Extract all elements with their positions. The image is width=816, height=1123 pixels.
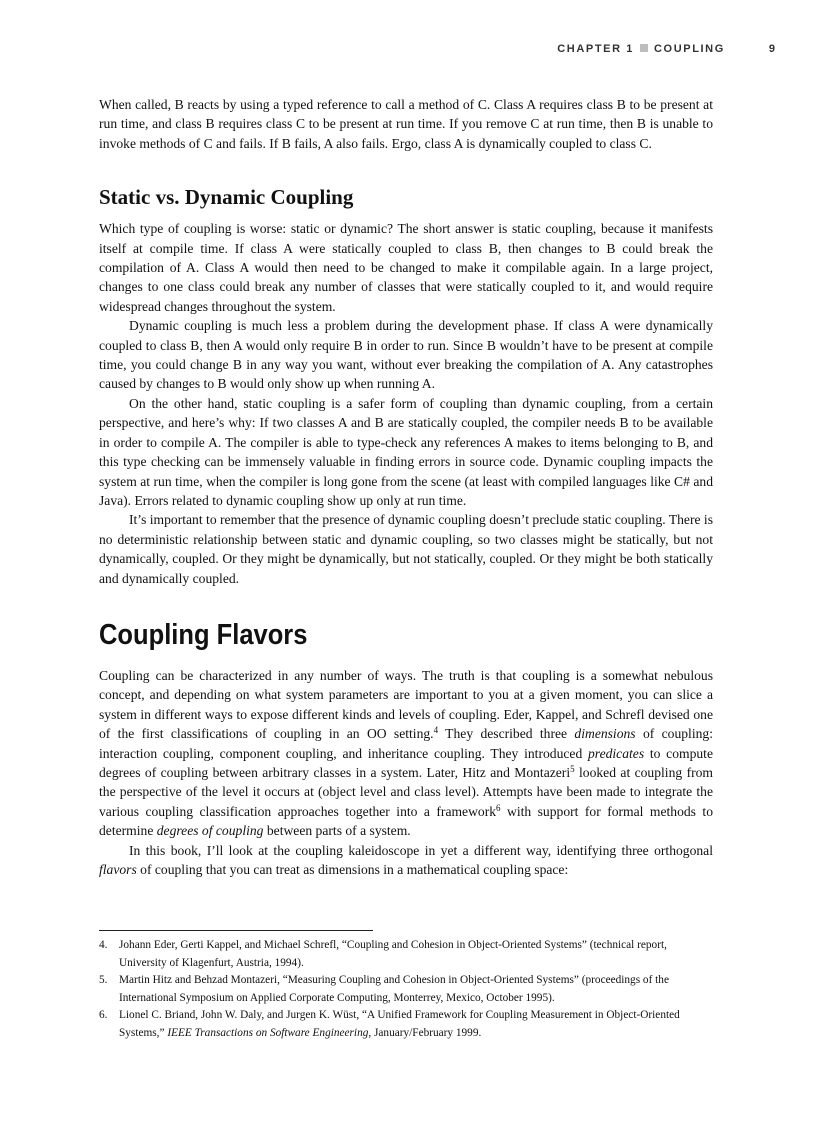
footnote-divider xyxy=(99,930,373,931)
page-number: 9 xyxy=(768,43,775,55)
footnote-ref[interactable]: 4 xyxy=(433,725,439,736)
footnote: 4. Johann Eder, Gerti Kappel, and Michael Schrefl, “Coupling and Cohesion in Object-Oriented Systems” (technical report, University of Klagenfurt, Austria, 1994). xyxy=(99,939,667,969)
footnote: 6. Lionel C. Briand, John W. Daly, and Jurgen K. Wüst, “A Unified Framework for Coupling Measurement in Object-Oriented Systems,” IEEE Transactions on Software Engineering, January/February 1999. xyxy=(99,1009,680,1039)
paragraph: It’s important to remember that the presence of dynamic coupling doesn’t preclude static coupling. There is no deterministic relationship between static and dynamic coupling, so two classes might be statically, but not dynamically, coupled. Or they might be dynamically, but not statically, coupled. Or they might be both statically and dynamically coupled. xyxy=(99,512,713,586)
footnote-number: 5. xyxy=(99,974,108,987)
separator-square-icon xyxy=(640,44,648,52)
paragraph: Dynamic coupling is much less a problem during the development phase. If class A were dynamically coupled to class B, then A would only require B in order to run. Since B wouldn’t have to be present at compile time, you could change B in any way you want, without ever breaking the compilation of A. Any catastrophes caused by changes to B would only show up when running A. xyxy=(99,318,713,392)
running-header xyxy=(0,43,775,57)
footnote-number: 6. xyxy=(99,1009,108,1022)
section-heading-static-dynamic: Static vs. Dynamic Coupling xyxy=(99,185,354,210)
footnote-ref[interactable]: 5 xyxy=(570,763,575,774)
paragraph: In this book, I’ll look at the coupling kaleidoscope in yet a different way, identifying three orthogonal flavors of coupling that you can treat as dimensions in a mathematical coupling space: xyxy=(99,842,713,877)
footnote-number: 4. xyxy=(99,939,108,951)
footnote: 5. Martin Hitz and Behzad Montazeri, “Measuring Coupling and Cohesion in Object-Oriented Systems” (proceedings of the International Symposium on Applied Corporate Computing, Monterrey, Mexico, October 1995). xyxy=(99,974,669,1004)
footnotes xyxy=(99,937,699,1043)
intro-paragraph: When called, B reacts by using a typed reference to call a method of C. Class A requires class B to be present at run time, and class B requires class C to be present at run time. If you remove C at run time, then B is unable to invoke methods of C and fails. If B fails, A also fails. Ergo, class A is dynamically coupled to class C. xyxy=(99,97,713,151)
chapter-label: CHAPTER 1 xyxy=(557,43,635,55)
section-label: COUPLING xyxy=(654,43,725,55)
paragraph: Coupling can be characterized in any number of ways. The truth is that coupling is a somewhat nebulous concept, and depending on what system parameters are important to you at a given moment, you can slice a system in different ways to expose different kinds and levels of coupling. Eder, Kappel, and Schrefl devised one of the first classifications of coupling in an OO setting.$^4$ They described three dimensions of coupling: interaction coupling, component coupling, and inheritance coupling. They introduced predicates to compute degrees of coupling between arbitrary classes in a system. Later, Hitz and Montazeri$^5$ looked at coupling from the perspective of the level it occurs at (object level and class level). Attempts have been made to integrate the various coupling classification approaches together into a framework$^6$ with support for formal methods to determine degrees of coupling between parts of a system. xyxy=(99,667,713,839)
section-heading-coupling-flavors: Coupling Flavors xyxy=(99,618,308,651)
body-text xyxy=(99,95,713,879)
paragraph: Which type of coupling is worse: static or dynamic? The short answer is static coupling, because it manifests itself at compile time. If class A were statically coupled to class B, then changes to B could break the compilation of A. Class A would then need to be changed to make it compilable again. In a large project, changes to one class could break any number of classes that were statically coupled to it, and would require widespread changes throughout the system. xyxy=(99,221,713,314)
footnote-ref[interactable]: 6 xyxy=(496,802,501,813)
paragraph: On the other hand, static coupling is a safer form of coupling than dynamic coupling, from a certain perspective, and here’s why: If two classes A and B are statically coupled, the compiler needs B to be available in order to compile A. The compiler is able to type-check any references A makes to items belonging to B, and this type checking can be immensely valuable in finding errors in source code. Dynamic coupling impacts the system at run time, when the compiler is long gone from the scene (at least with compiled languages like C# and Java). Errors related to dynamic coupling show up only at run time. xyxy=(99,395,713,508)
